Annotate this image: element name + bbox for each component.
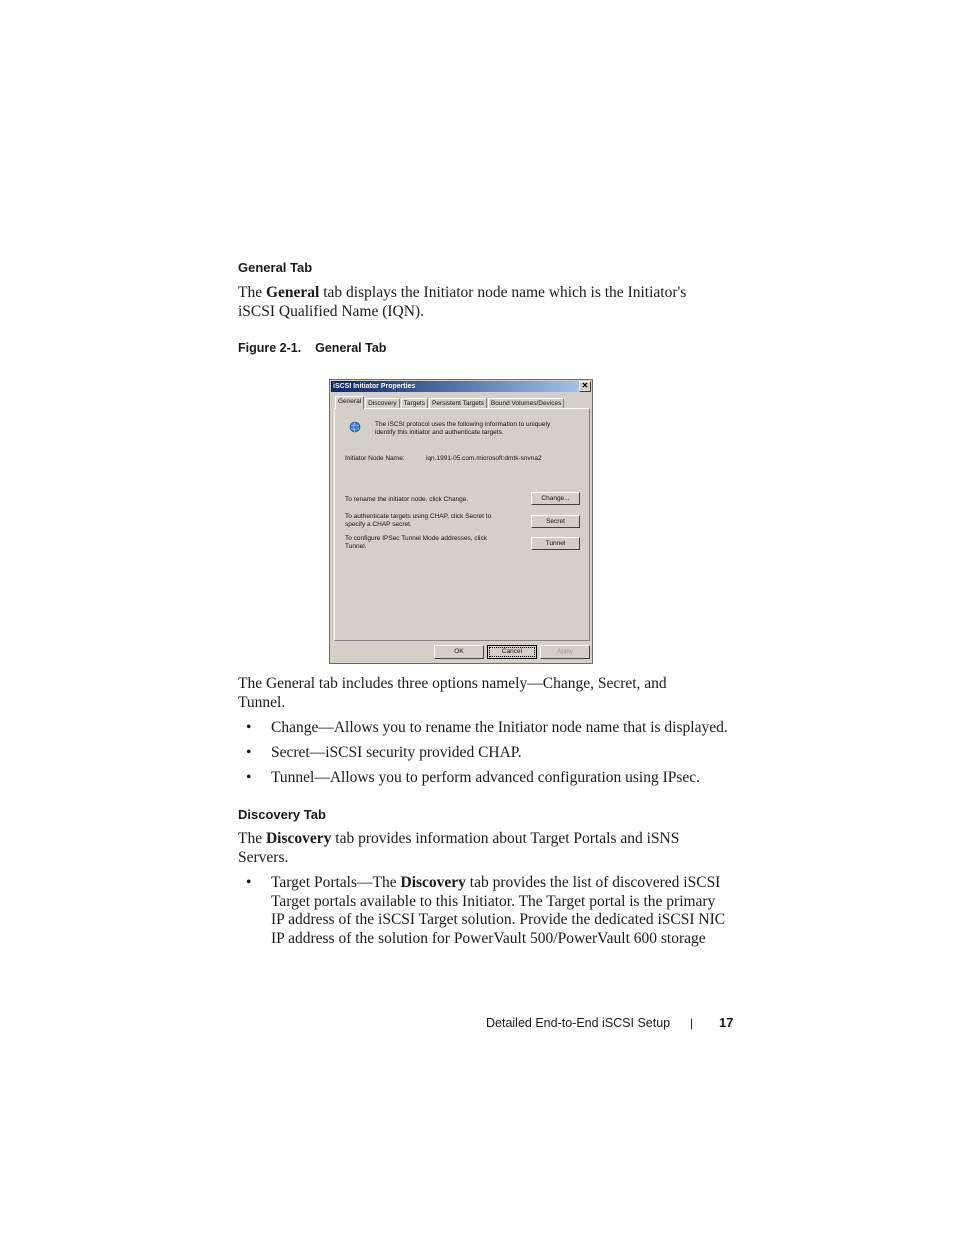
chap-instruction-line-1: To authenticate targets using CHAP, click Secret to: [345, 513, 492, 520]
list-item: Change—Allows you to rename the Initiator node name that is displayed.: [271, 719, 728, 736]
options-paragraph: The General tab includes three options namely—Change, Secret, and Tunnel.: [238, 675, 667, 711]
options-bullet-list: [0, 719, 954, 799]
initiator-node-label: Initiator Node Name:: [345, 455, 405, 462]
tab-persistent-targets[interactable]: Persistent Targets: [429, 398, 487, 409]
discovery-tab-heading: Discovery Tab: [238, 807, 326, 822]
tab-bound-volumes[interactable]: Bound Volumes/Devices: [488, 398, 564, 409]
cancel-button[interactable]: Cancel: [487, 645, 537, 659]
info-line-2: identify this initiator and authenticate targets.: [375, 428, 504, 436]
discovery-intro-paragraph: The Discovery tab provides information about Target Portals and iSNS Servers.: [238, 830, 680, 866]
bullet-marker: •: [246, 719, 252, 736]
info-line-1: The iSCSI protocol uses the following information to uniquely: [375, 421, 551, 428]
footer-section-title: Detailed End-to-End iSCSI Setup: [486, 1016, 671, 1030]
secret-button[interactable]: Secret: [531, 515, 580, 528]
tunnel-button[interactable]: Tunnel: [531, 537, 580, 550]
initiator-node-value: iqn.1991-05.com.microsoft:dmtk-snvna2: [426, 455, 542, 462]
ok-button[interactable]: OK: [434, 645, 484, 659]
iscsi-initiator-properties-dialog: [329, 379, 593, 664]
list-item: Secret—iSCSI security provided CHAP.: [271, 744, 522, 761]
list-item: Tunnel—Allows you to perform advanced configuration using IPsec.: [271, 769, 701, 786]
ipsec-instruction-line-1: To configure IPSec Tunnel Mode addresses, click: [345, 535, 487, 542]
dialog-tabs: [335, 396, 565, 408]
close-icon[interactable]: ✕: [579, 381, 591, 392]
general-intro-paragraph: The General tab displays the Initiator node name which is the Initiator's iSCSI Qualified Name (IQN).: [238, 284, 687, 320]
discovery-bullet-list: [0, 874, 954, 954]
rename-instruction: To rename the initiator node, click Change.: [345, 496, 469, 503]
page-number: 17: [719, 1015, 734, 1030]
tab-targets[interactable]: Targets: [401, 398, 428, 409]
ipsec-instruction-line-2: Tunnel.: [345, 542, 367, 550]
chap-instruction-line-2: specify a CHAP secret.: [345, 520, 412, 528]
figure-caption: Figure 2-1. General Tab: [238, 341, 387, 355]
dialog-title-bar: iSCSI Initiator Properties: [331, 381, 591, 392]
tab-discovery[interactable]: Discovery: [365, 398, 400, 409]
globe-icon: [349, 421, 361, 433]
general-tab-heading: General Tab: [238, 260, 313, 275]
bullet-marker: •: [246, 744, 252, 761]
list-item: Target Portals—The Discovery tab provides the list of discovered iSCSI Target portals available to this Initiator. The Target portal is the primary IP address of the iSCSI Target solution. Provide the dedicated iSCSI NIC IP address of the solution for PowerVault 500/PowerVault 600 storage: [271, 874, 726, 947]
general-tab-panel: [334, 408, 590, 641]
bullet-marker: •: [246, 769, 252, 786]
tab-general[interactable]: General: [335, 396, 364, 409]
change-button[interactable]: Change...: [531, 492, 580, 505]
apply-button[interactable]: Apply: [540, 645, 590, 659]
footer-separator: |: [690, 1016, 694, 1030]
bullet-marker: •: [246, 874, 252, 891]
